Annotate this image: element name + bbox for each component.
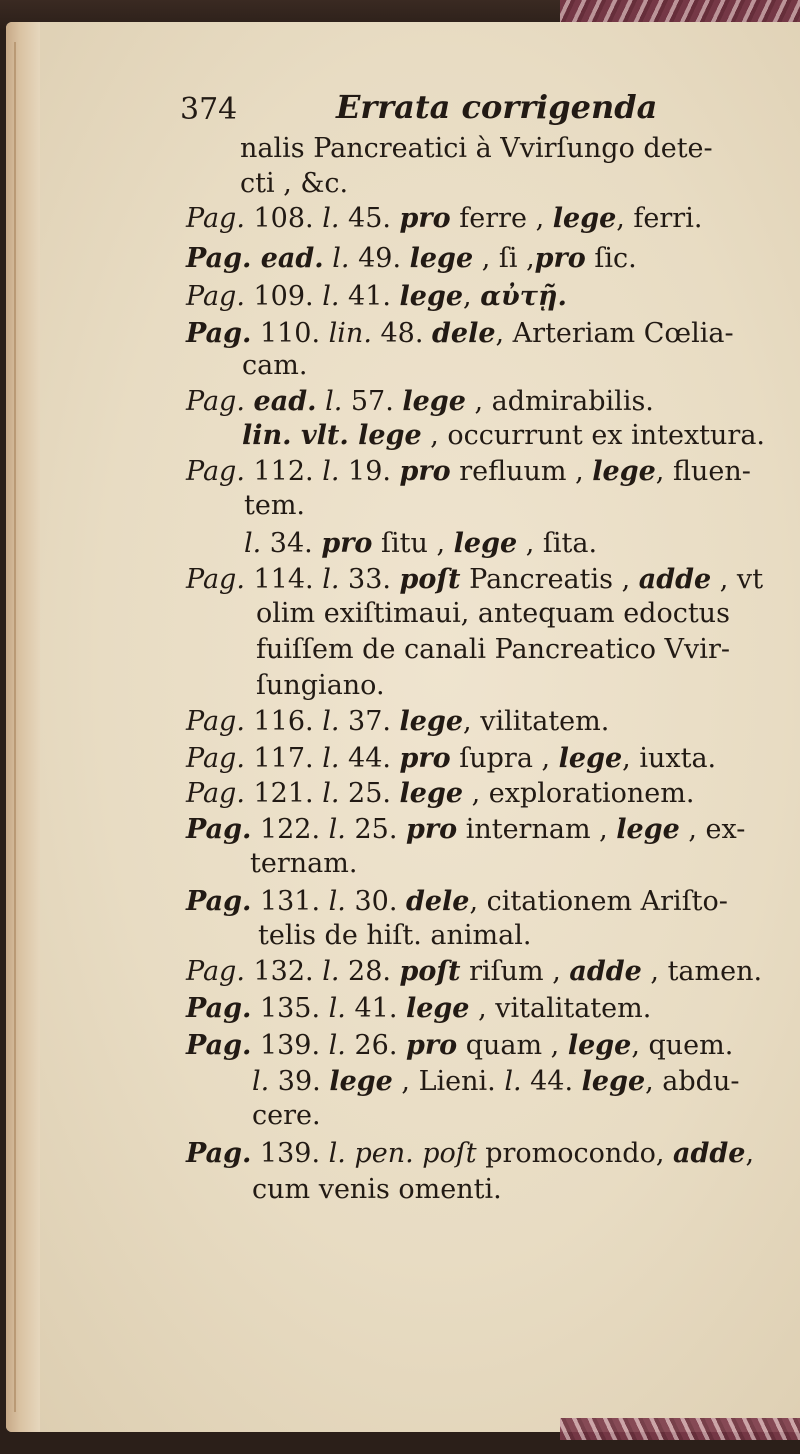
errata-line — [244, 530, 597, 557]
errata-segment: lege — [592, 456, 656, 487]
errata-segment: Pag. — [186, 456, 245, 487]
errata-line — [186, 780, 694, 807]
errata-segment: lege — [558, 743, 623, 774]
errata-segment: pro — [405, 1030, 458, 1061]
errata-segment: pro — [534, 243, 586, 274]
errata-segment: , vt — [711, 564, 764, 595]
errata-segment: riſum , — [460, 956, 570, 987]
errata-segment: 34. — [261, 528, 322, 559]
errata-segment: cere. — [252, 1100, 321, 1131]
errata-line — [258, 922, 531, 949]
errata-segment: , occurrunt ex intextura. — [421, 420, 766, 451]
errata-line — [186, 816, 745, 843]
errata-segment: cam. — [242, 350, 308, 381]
errata-segment: , fluen- — [655, 456, 751, 487]
errata-segment: 135. — [251, 993, 329, 1024]
errata-segment: internam , — [457, 814, 617, 845]
errata-segment: lege — [405, 993, 470, 1024]
errata-line — [252, 1102, 321, 1129]
errata-segment: l. — [322, 281, 340, 312]
errata-segment: 131. — [251, 886, 329, 917]
errata-line — [252, 1176, 502, 1203]
errata-segment: adde — [638, 564, 712, 595]
errata-line — [186, 1032, 733, 1059]
errata-segment: ſic. — [585, 243, 637, 274]
errata-segment: nalis Pancreatici à Vvirſungo dete- — [240, 133, 713, 164]
errata-segment: Pag. — [186, 778, 245, 809]
errata-segment: lin. — [328, 318, 372, 349]
errata-line — [240, 170, 348, 197]
errata-segment: , ferri. — [616, 203, 703, 234]
errata-line — [186, 745, 716, 772]
errata-segment: 41. — [339, 281, 400, 312]
errata-segment: l. — [328, 1030, 346, 1061]
errata-segment: , ex- — [679, 814, 746, 845]
errata-line — [242, 352, 307, 379]
errata-segment: , admirabilis. — [465, 386, 654, 417]
errata-segment: , vilitatem. — [463, 706, 610, 737]
errata-segment — [316, 386, 325, 417]
errata-segment: , explorationem. — [463, 778, 695, 809]
errata-segment: 48. — [371, 318, 433, 349]
errata-segment: , Arteriam Cœlia- — [495, 318, 734, 349]
errata-segment: cti , &c. — [240, 168, 349, 199]
errata-segment: Pag. — [186, 1030, 252, 1061]
errata-segment: 45. — [339, 203, 400, 234]
errata-segment: αὐτῇ. — [480, 281, 567, 312]
errata-line — [186, 1140, 754, 1167]
errata-segment: , ſi , — [473, 243, 535, 274]
errata-segment: 114. — [244, 564, 323, 595]
errata-segment: 108. — [244, 203, 323, 234]
errata-segment: 25. — [339, 778, 400, 809]
errata-segment: , tamen. — [641, 956, 763, 987]
errata-segment: dele — [405, 886, 470, 917]
errata-segment: lege — [552, 203, 617, 234]
errata-segment: 122. — [251, 814, 329, 845]
errata-line — [240, 135, 713, 162]
errata-segment: lege — [616, 814, 680, 845]
errata-segment: , iuxta. — [622, 743, 717, 774]
errata-segment: ſitu , — [372, 528, 454, 559]
errata-segment: Pag. — [186, 956, 245, 987]
errata-segment: Pag. — [186, 1138, 252, 1169]
errata-segment: 110. — [251, 318, 329, 349]
errata-segment: Pag. — [186, 886, 252, 917]
errata-segment: , Lieni. — [392, 1066, 505, 1097]
errata-segment: ead. — [253, 386, 317, 417]
errata-segment: refluum , — [450, 456, 593, 487]
errata-line — [186, 566, 763, 593]
errata-segment: 132. — [244, 956, 323, 987]
errata-line — [186, 205, 702, 232]
errata-segment: 26. — [345, 1030, 406, 1061]
errata-segment: ferre , — [450, 203, 553, 234]
errata-segment: l. — [322, 203, 340, 234]
errata-line — [256, 672, 385, 699]
errata-segment: pro — [405, 814, 458, 845]
errata-segment: l. — [252, 1066, 270, 1097]
errata-segment: lege — [399, 778, 464, 809]
errata-line — [256, 636, 730, 663]
errata-segment: l. — [328, 993, 346, 1024]
errata-segment: 139. — [251, 1138, 329, 1169]
errata-segment: Pag. — [186, 564, 245, 595]
errata-segment: pro — [399, 456, 451, 487]
errata-segment: lege — [453, 528, 518, 559]
errata-segment: pro — [399, 743, 451, 774]
errata-segment: 109. — [244, 281, 323, 312]
errata-segment — [324, 243, 333, 274]
errata-segment: Pag. — [186, 318, 252, 349]
errata-segment: l. — [328, 886, 346, 917]
errata-segment: pro — [399, 203, 451, 234]
errata-segment: 44. — [339, 743, 400, 774]
errata-segment: l. — [332, 243, 350, 274]
errata-segment: Pag. — [186, 993, 252, 1024]
errata-segment: l. — [504, 1066, 522, 1097]
errata-segment: 28. — [339, 956, 400, 987]
errata-segment — [245, 386, 254, 417]
errata-segment: l. — [322, 456, 340, 487]
errata-segment: tem. — [244, 490, 306, 521]
errata-line — [186, 888, 728, 915]
errata-line — [252, 1068, 739, 1095]
errata-segment: , citationem Ariſto- — [469, 886, 728, 917]
errata-line — [186, 708, 609, 735]
errata-segment: 57. — [342, 386, 403, 417]
errata-segment: l. — [325, 386, 343, 417]
errata-segment: 44. — [521, 1066, 582, 1097]
errata-segment: lege — [409, 243, 474, 274]
errata-segment: ſupra , — [450, 743, 559, 774]
errata-segment: Pag. — [186, 814, 252, 845]
errata-line — [186, 388, 654, 415]
errata-segment: lege — [402, 386, 466, 417]
errata-line — [242, 422, 765, 449]
errata-segment: l. — [322, 778, 340, 809]
errata-segment: 116. — [244, 706, 323, 737]
errata-segment: 117. — [244, 743, 323, 774]
errata-segment: cum venis omenti. — [252, 1174, 502, 1205]
errata-segment: 37. — [339, 706, 400, 737]
errata-segment: dele — [432, 318, 496, 349]
errata-segment: 139. — [251, 1030, 329, 1061]
errata-segment: fuiſſem de canali Pancreatico Vvir- — [256, 634, 730, 665]
errata-segment: Pag. — [186, 743, 245, 774]
errata-segment: ſungiano. — [256, 670, 385, 701]
errata-segment: l. — [322, 743, 340, 774]
errata-line — [186, 320, 734, 347]
errata-segment: 49. — [349, 243, 410, 274]
errata-segment: pro — [321, 528, 373, 559]
errata-line — [186, 283, 567, 310]
errata-segment: , — [745, 1138, 755, 1169]
errata-segment: ternam. — [250, 848, 358, 879]
errata-line — [186, 995, 651, 1022]
errata-segment: l. — [322, 956, 340, 987]
errata-segment: Pancreatis , — [460, 564, 639, 595]
errata-line — [186, 958, 762, 985]
errata-segment: telis de hiſt. animal. — [258, 920, 532, 951]
errata-segment: l. — [322, 706, 340, 737]
errata-segment: Pag. — [186, 203, 245, 234]
errata-segment: 41. — [345, 993, 406, 1024]
errata-segment: , abdu- — [645, 1066, 740, 1097]
errata-segment: adde — [569, 956, 642, 987]
errata-segment: Pag. — [186, 386, 245, 417]
errata-segment: 19. — [339, 456, 400, 487]
errata-segment: 30. — [345, 886, 406, 917]
errata-segment: adde — [673, 1138, 746, 1169]
errata-line — [250, 850, 357, 877]
errata-segment: olim exiſtimaui, antequam edoctus — [256, 598, 730, 629]
errata-segment: , vitalitatem. — [469, 993, 652, 1024]
errata-segment: l. pen. poſt — [328, 1138, 477, 1169]
errata-segment: 25. — [345, 814, 406, 845]
errata-segment: quam , — [457, 1030, 568, 1061]
errata-segment: lege — [329, 1066, 393, 1097]
errata-segment: 112. — [244, 456, 323, 487]
errata-segment: lege — [581, 1066, 646, 1097]
errata-segment: l. — [328, 814, 346, 845]
errata-segment: lege — [399, 706, 464, 737]
running-head: Errata corrigenda — [336, 88, 658, 126]
errata-segment: l. — [322, 564, 340, 595]
errata-segment: 33. — [339, 564, 400, 595]
errata-segment: lin. vlt. lege — [242, 420, 422, 451]
errata-segment: Pag. — [186, 281, 245, 312]
errata-segment: , quem. — [631, 1030, 734, 1061]
errata-line — [186, 458, 751, 485]
errata-segment: l. — [244, 528, 262, 559]
errata-segment: lege — [399, 281, 464, 312]
errata-segment: poſt — [399, 564, 461, 595]
errata-segment: 39. — [269, 1066, 330, 1097]
errata-segment: , — [463, 281, 481, 312]
errata-segment: promocondo, — [476, 1138, 674, 1169]
errata-segment: poſt — [399, 956, 461, 987]
errata-segment: Pag. ead. — [186, 243, 324, 274]
errata-segment: Pag. — [186, 706, 245, 737]
errata-line — [186, 245, 637, 272]
errata-segment: , ſita. — [517, 528, 598, 559]
errata-line — [244, 492, 305, 519]
page-number: 374 — [180, 92, 238, 127]
errata-segment: 121. — [244, 778, 323, 809]
errata-line — [256, 600, 730, 627]
errata-segment: lege — [567, 1030, 632, 1061]
